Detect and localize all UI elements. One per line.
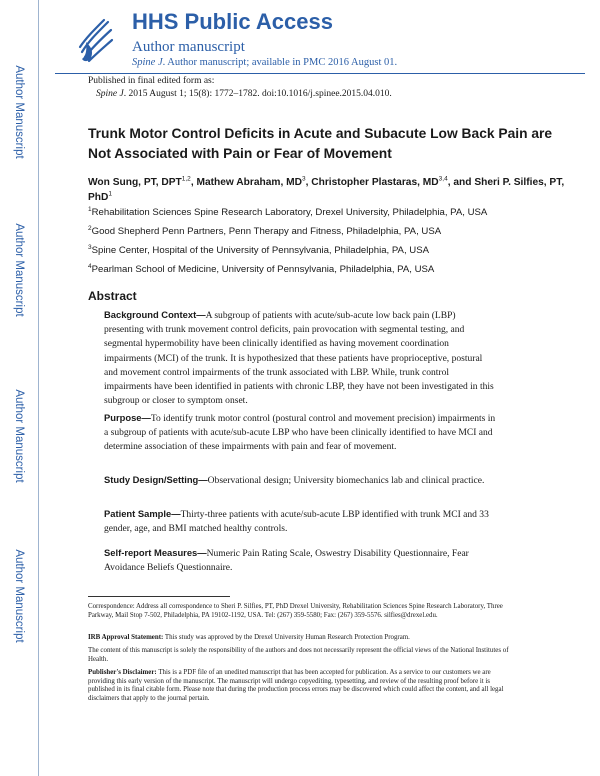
publisher-disclaimer: Publisher's Disclaimer: This is a PDF file of an unedited manuscript that has been accepted for publication. As a service to our customers we are providing this early version of the manuscript. The manuscript will undergo copyediting, typesetting, and review of the resulting proof before it is published in its final citable form. Please note that during the production process errors may be discovered which could affect the content, and all legal disclaimers that apply to the journal pertain. [88, 669, 504, 702]
author-name: Won Sung, PT, DPT [88, 177, 182, 188]
author-list: Won Sung, PT, DPT$^{1,2}$, Mathew Abraham, $MD^3$, Christopher Plastaras, MD$^{3,4}$, and Sheri P. Silfies, PT, PhD$^1$ [88, 175, 565, 203]
author-name: Christopher Plastaras, MD [311, 177, 439, 188]
affiliation: $^2$Good Shepherd Penn Partners, Penn Therapy and Fitness, Philadelphia, PA, USA [88, 224, 442, 237]
author-name: Sheri P. Silfies, PT, PhD [88, 177, 565, 203]
footnote-divider [88, 596, 230, 597]
affiliation: $^1$Rehabilitation Sciences Spine Research Laboratory, Drexel University, Philadelphia, PA, USA [88, 205, 488, 218]
affiliation: $^3$Spine Center, Hospital of the University of Pennsylvania, Philadelphia, PA, USA [88, 243, 430, 256]
abstract-background: Background Context—A subgroup of patients with acute/sub-acute low back pain (LBP) presenting with trunk movement control deficits, pain provocation with segmental testing, and segmental hypermobility have been clinically identified as having movement coordination impairments (MCI) of the trunk. It is hypothesized that these patients have proprioceptive, postural and movement control impairments of the trunk associated with LBP. While, trunk control impairments have been identified in patients with chronic LBP, they have not been investigated in this subgroup or closer to symptom onset. [104, 309, 494, 407]
abstract-self-report-measures: Self-report Measures—Numeric Pain Rating Scale, Oswestry Disability Questionnaire, Fear Avoidance Beliefs Questionnaire. [104, 547, 469, 574]
sidebar-divider [38, 0, 39, 776]
content-responsibility-footnote: The content of this manuscript is solely the responsibility of the authors and does not necessarily represent the official views of the National Institutes of Health. [88, 647, 509, 663]
abstract-patient-sample: Patient Sample—Thirty-three patients with acute/sub-acute LBP identified with trunk MCI and 33 gender, age, and BMI matched healthy controls. [104, 508, 489, 535]
affiliation: $^4$Pearlman School of Medicine, University of Pennsylvania, Philadelphia, PA, USA [88, 262, 435, 275]
author-manuscript-sidebar: Author Manuscript Author Manuscript Author Manuscript Author Manuscript [13, 65, 25, 643]
published-final-form-note: Published in final edited form as: [88, 76, 215, 86]
article-title: Trunk Motor Control Deficits in Acute and Subacute Low Back Pain are Not Associated with Pain or Fear of Movement [88, 126, 553, 161]
correspondence-footnote: Correspondence: Address all correspondence to Sheri P. Silfies, PT, PhD Drexel University, Rehabilitation Sciences Spine Research Laboratory, Three Parkway, Mail Stop 7-502, Philadelphia, PA 19102-1192, USA. Tel: (267) 359-5580; Fax: (267) 359-5576. silfies@drexel.edu. [88, 603, 503, 619]
author-manuscript-subtitle: Author manuscript [132, 39, 245, 55]
hhs-public-access-title: HHS Public Access [132, 9, 333, 34]
abstract-study-design: Study Design/Setting—Observational design; University biomechanics lab and clinical practice. [104, 474, 485, 486]
irb-footnote: IRB Approval Statement: This study was approved by the Drexel University Human Research Protection Program. [88, 634, 410, 641]
hhs-eagle-logo-icon [76, 12, 114, 66]
abstract-purpose: Purpose—To identify trunk motor control (postural control and movement precision) impairments in a subgroup of patients with acute/sub-acute LBP who have been clinically identified to have MCI and determine association of these impairments with pain and fear of movement. [104, 412, 496, 453]
author-name: Mathew Abraham, MD [196, 177, 302, 188]
header-divider [55, 73, 585, 74]
journal-availability: Spine J. Author manuscript; available in PMC 2016 August 01. [132, 57, 398, 68]
citation-line: Spine J. 2015 August 1; 15(8): 1772–1782. doi:10.1016/j.spinee.2015.04.010. [96, 89, 392, 99]
abstract-heading: Abstract [88, 289, 137, 303]
